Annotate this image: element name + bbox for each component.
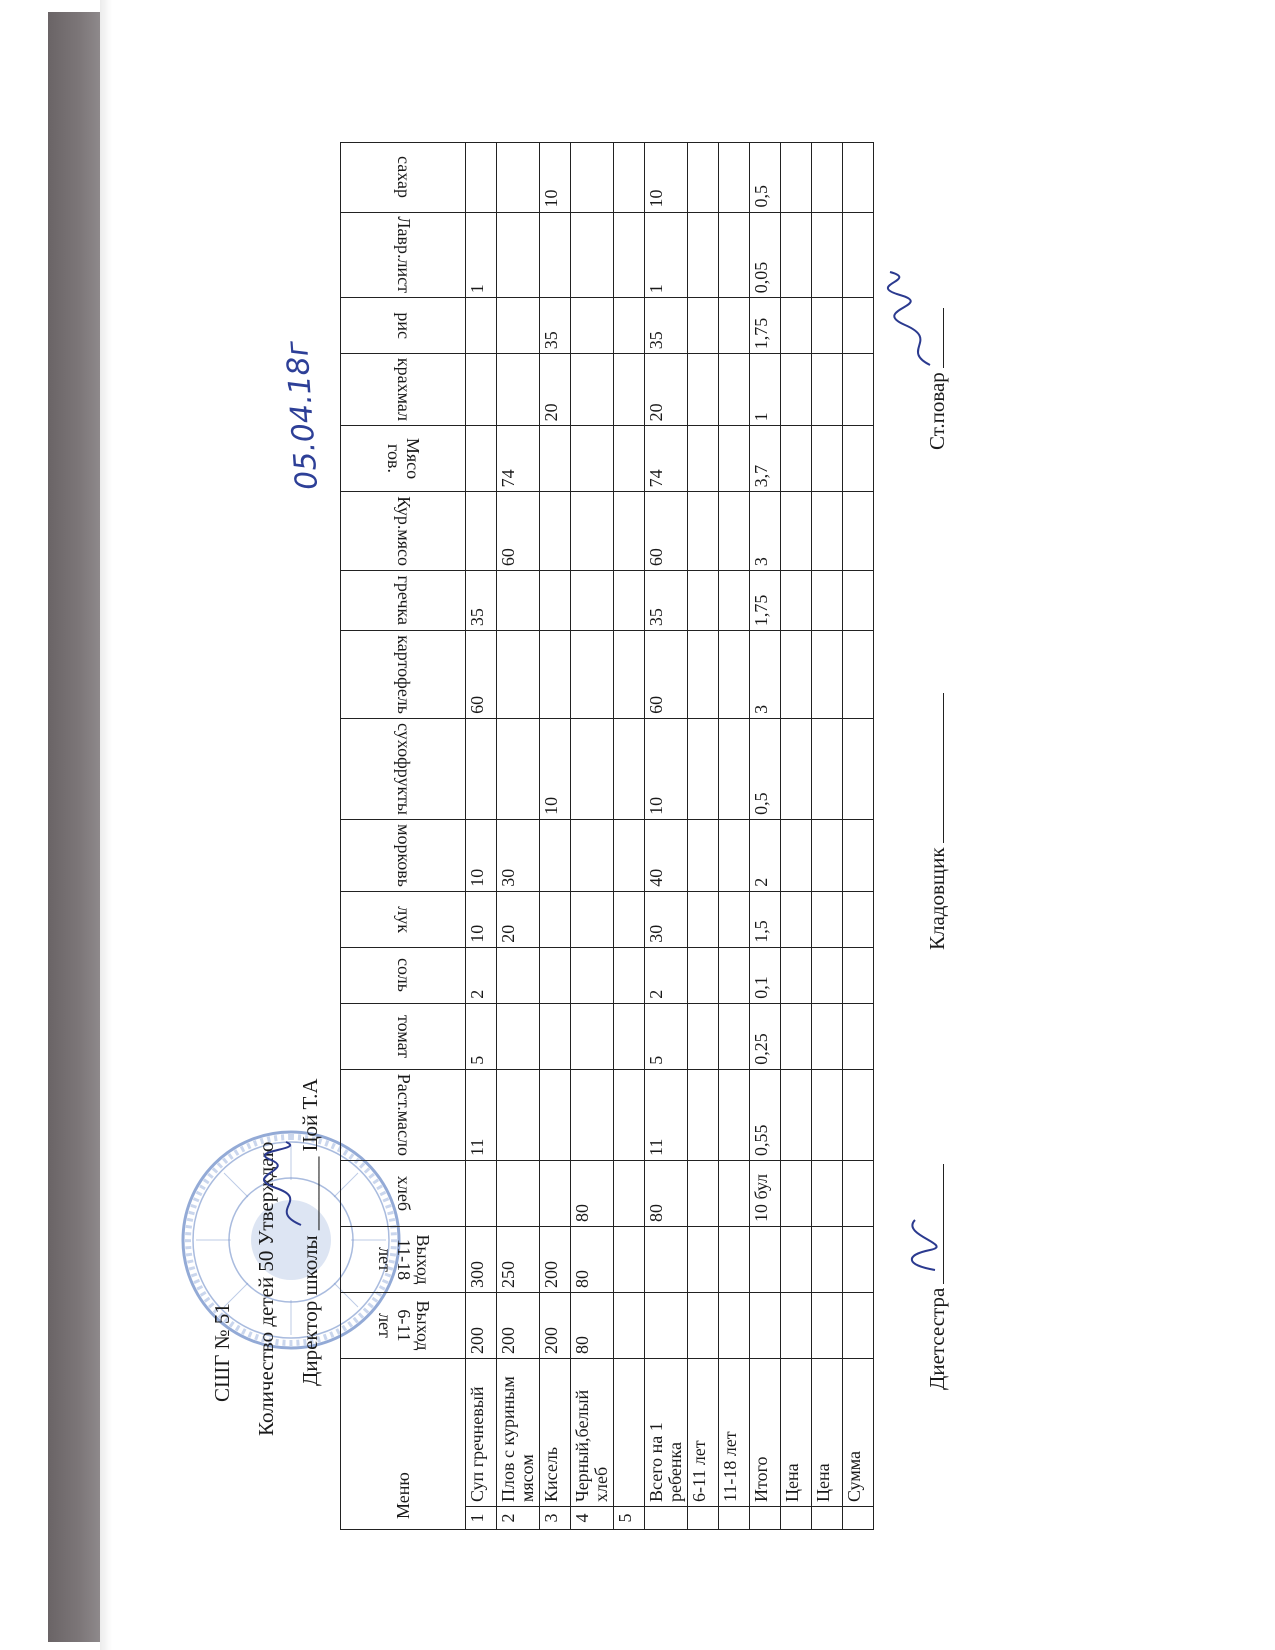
dish-name: Черный,белый хлеб <box>571 1359 614 1507</box>
table-cell <box>540 426 571 492</box>
table-cell <box>614 1161 645 1227</box>
table-cell: 74 <box>497 426 540 492</box>
table-cell <box>540 1003 571 1069</box>
column-header <box>341 426 466 492</box>
table-row <box>614 142 645 1529</box>
table-cell <box>812 426 843 492</box>
table-cell: 80 <box>645 1161 688 1227</box>
table-cell <box>571 142 614 212</box>
table-cell: 30 <box>497 819 540 891</box>
column-header-label: Раст.масло <box>393 1073 414 1156</box>
dish-name: 6-11 лет <box>688 1359 719 1507</box>
table-cell <box>812 142 843 212</box>
table-cell <box>843 142 874 212</box>
scan-edge <box>48 12 100 1642</box>
table-row <box>497 142 540 1529</box>
table-cell: 35 <box>645 571 688 631</box>
table-cell: 35 <box>466 571 497 631</box>
table-cell <box>843 718 874 819</box>
table-cell <box>812 354 843 426</box>
school-name: СШГ № 51 <box>210 1303 234 1402</box>
director-line: Директор школы _______ Цой Т.А <box>298 1078 322 1386</box>
table-cell <box>497 212 540 298</box>
table-row <box>781 142 812 1529</box>
row-number: 2 <box>497 1507 540 1530</box>
storekeeper-signature-line <box>943 693 944 843</box>
table-cell <box>688 492 719 571</box>
table-cell <box>781 718 812 819</box>
column-header <box>341 571 466 631</box>
table-cell <box>540 571 571 631</box>
table-cell <box>466 1161 497 1227</box>
table-cell <box>540 212 571 298</box>
menu-table <box>340 142 874 1530</box>
table-cell <box>645 1227 688 1293</box>
dish-name: Итого <box>750 1359 781 1507</box>
column-header-label: лук <box>393 905 414 933</box>
dish-name: Суп гречневый <box>466 1359 497 1507</box>
table-cell <box>571 891 614 947</box>
table-cell <box>843 1293 874 1359</box>
table-cell <box>571 718 614 819</box>
table-cell <box>571 354 614 426</box>
table-cell: 10 <box>645 142 688 212</box>
menu-header: Меню <box>341 1359 466 1530</box>
table-cell <box>812 1161 843 1227</box>
table-cell <box>540 631 571 719</box>
table-cell <box>497 1003 540 1069</box>
rotated-document <box>190 130 990 1530</box>
table-cell: 40 <box>645 819 688 891</box>
table-cell <box>688 571 719 631</box>
table-cell <box>781 1069 812 1160</box>
table-cell: 74 <box>645 426 688 492</box>
row-number <box>719 1507 750 1530</box>
column-header <box>341 354 466 426</box>
column-header-label: томат <box>393 1014 414 1058</box>
table-cell <box>688 718 719 819</box>
column-header <box>341 718 466 819</box>
table-cell <box>812 947 843 1003</box>
table-cell: 2 <box>645 947 688 1003</box>
column-header <box>341 492 466 571</box>
table-cell <box>843 1003 874 1069</box>
table-cell: 2 <box>750 819 781 891</box>
table-cell <box>688 819 719 891</box>
table-row <box>719 142 750 1529</box>
table-cell: 1 <box>466 212 497 298</box>
table-cell: 0,1 <box>750 947 781 1003</box>
table-cell <box>466 426 497 492</box>
table-cell: 0,5 <box>750 718 781 819</box>
table-cell <box>843 1161 874 1227</box>
table-cell <box>843 571 874 631</box>
table-cell <box>540 1161 571 1227</box>
column-header-label: Кур.мясо <box>393 496 414 567</box>
column-header-label: Лавр.лист <box>393 216 414 294</box>
table-cell <box>719 819 750 891</box>
table-cell <box>812 718 843 819</box>
table-cell: 80 <box>571 1161 614 1227</box>
dietitian-label: Диетсестра <box>925 1287 949 1390</box>
table-cell <box>540 947 571 1003</box>
table-cell <box>614 819 645 891</box>
table-cell <box>843 1227 874 1293</box>
table-cell: 10 <box>466 891 497 947</box>
table-cell <box>466 718 497 819</box>
dish-name <box>614 1359 645 1507</box>
table-cell <box>843 819 874 891</box>
table-cell <box>812 212 843 298</box>
table-cell <box>719 1227 750 1293</box>
column-header <box>341 1161 466 1227</box>
table-cell <box>614 571 645 631</box>
row-number: 3 <box>540 1507 571 1530</box>
table-cell <box>781 1161 812 1227</box>
table-cell <box>781 1003 812 1069</box>
column-header-label: гречка <box>393 575 414 626</box>
table-cell <box>781 354 812 426</box>
table-cell: 200 <box>540 1293 571 1359</box>
table-cell <box>719 1003 750 1069</box>
table-cell <box>497 718 540 819</box>
table-cell <box>688 298 719 354</box>
table-cell <box>540 891 571 947</box>
paper-shade <box>100 0 112 1650</box>
table-cell <box>781 891 812 947</box>
handwritten-date: 05.04.18г <box>279 339 326 492</box>
table-cell <box>540 1069 571 1160</box>
table-cell <box>614 631 645 719</box>
table-cell <box>812 1069 843 1160</box>
column-header <box>341 819 466 891</box>
table-cell <box>781 298 812 354</box>
table-cell <box>614 1293 645 1359</box>
table-cell <box>497 571 540 631</box>
table-cell <box>812 492 843 571</box>
column-header <box>341 631 466 719</box>
table-row <box>645 142 688 1529</box>
table-cell: 10 <box>540 142 571 212</box>
table-cell <box>466 492 497 571</box>
table-cell <box>571 571 614 631</box>
table-cell <box>497 354 540 426</box>
table-row <box>540 142 571 1529</box>
table-cell <box>571 631 614 719</box>
head-cook-label: Ст.повар <box>925 372 949 450</box>
table-cell: 200 <box>466 1293 497 1359</box>
table-cell <box>781 819 812 891</box>
table-cell: 20 <box>645 354 688 426</box>
column-header <box>341 142 466 212</box>
table-cell: 60 <box>466 631 497 719</box>
table-cell <box>497 142 540 212</box>
table-cell <box>843 298 874 354</box>
table-cell <box>571 492 614 571</box>
table-cell <box>571 819 614 891</box>
row-number <box>843 1507 874 1530</box>
table-cell <box>719 354 750 426</box>
table-cell: 2 <box>466 947 497 1003</box>
table-cell: 80 <box>571 1227 614 1293</box>
table-cell <box>812 891 843 947</box>
table-cell <box>719 492 750 571</box>
storekeeper-sign-line <box>925 693 950 950</box>
table-cell: 30 <box>645 891 688 947</box>
row-number <box>750 1507 781 1530</box>
table-cell <box>812 819 843 891</box>
table-cell: 3 <box>750 492 781 571</box>
table-cell <box>645 1293 688 1359</box>
table-cell <box>843 426 874 492</box>
table-row <box>571 142 614 1529</box>
storekeeper-label: Кладовщик <box>925 847 949 950</box>
table-cell <box>843 212 874 298</box>
table-cell: 35 <box>540 298 571 354</box>
row-number: 5 <box>614 1507 645 1530</box>
table-cell <box>614 1069 645 1160</box>
table-cell <box>812 1003 843 1069</box>
column-header <box>341 1003 466 1069</box>
table-cell <box>571 1003 614 1069</box>
column-header-label: морковь <box>393 823 414 887</box>
table-cell: 3 <box>750 631 781 719</box>
row-number <box>781 1507 812 1530</box>
table-cell <box>466 298 497 354</box>
table-cell <box>688 354 719 426</box>
table-cell: 1 <box>750 354 781 426</box>
column-header-label: рис <box>393 312 414 340</box>
table-cell <box>571 298 614 354</box>
row-number: 4 <box>571 1507 614 1530</box>
table-cell <box>781 142 812 212</box>
table-cell <box>781 492 812 571</box>
table-cell: 11 <box>466 1069 497 1160</box>
table-cell <box>719 1293 750 1359</box>
children-count: Количество детей 50 Утверждаю <box>254 1141 278 1436</box>
table-cell <box>843 947 874 1003</box>
table-cell <box>571 947 614 1003</box>
table-cell <box>571 426 614 492</box>
column-header-label: крахмал <box>393 358 414 422</box>
table-cell: 35 <box>645 298 688 354</box>
column-header-label: картофель <box>393 635 414 714</box>
table-cell: 20 <box>497 891 540 947</box>
table-cell <box>540 492 571 571</box>
table-cell <box>781 1293 812 1359</box>
table-cell <box>571 1069 614 1160</box>
table-cell <box>781 426 812 492</box>
table-row <box>812 142 843 1529</box>
table-cell <box>719 426 750 492</box>
column-header <box>341 298 466 354</box>
table-cell: 3,7 <box>750 426 781 492</box>
table-cell <box>812 571 843 631</box>
director-signature <box>256 1140 316 1230</box>
table-cell: 200 <box>540 1227 571 1293</box>
table-cell: 80 <box>571 1293 614 1359</box>
column-header <box>341 947 466 1003</box>
table-cell <box>719 142 750 212</box>
table-cell <box>688 1293 719 1359</box>
column-header-label: соль <box>393 958 414 993</box>
column-header-label: Выход 11-18 лет <box>374 1234 433 1285</box>
table-cell: 1,5 <box>750 891 781 947</box>
table-cell <box>466 354 497 426</box>
table-cell: 0,25 <box>750 1003 781 1069</box>
table-cell <box>719 631 750 719</box>
head-cook-signature <box>880 270 950 370</box>
table-cell <box>688 142 719 212</box>
table-cell <box>812 1293 843 1359</box>
table-cell: 200 <box>497 1293 540 1359</box>
table-cell <box>843 492 874 571</box>
table-cell <box>688 1003 719 1069</box>
table-cell <box>781 571 812 631</box>
dish-name: Плов с куриным мясом <box>497 1359 540 1507</box>
row-number: 1 <box>466 1507 497 1530</box>
row-number <box>688 1507 719 1530</box>
table-cell <box>466 142 497 212</box>
dish-name: Цена <box>781 1359 812 1507</box>
column-header <box>341 891 466 947</box>
table-cell <box>719 891 750 947</box>
table-cell <box>614 891 645 947</box>
table-cell: 0,55 <box>750 1069 781 1160</box>
table-cell <box>719 1161 750 1227</box>
column-header-label: Мясо гов. <box>384 438 423 480</box>
table-cell <box>614 354 645 426</box>
table-cell: 60 <box>497 492 540 571</box>
table-cell <box>614 1003 645 1069</box>
table-cell <box>497 298 540 354</box>
table-row <box>688 142 719 1529</box>
table-cell <box>571 212 614 298</box>
table-cell <box>719 718 750 819</box>
table-row <box>750 142 781 1529</box>
row-number <box>645 1507 688 1530</box>
table-header-row <box>341 142 466 1529</box>
table-cell: 5 <box>466 1003 497 1069</box>
table-cell: 0,5 <box>750 142 781 212</box>
table-cell <box>688 1227 719 1293</box>
table-cell <box>781 631 812 719</box>
table-cell <box>688 212 719 298</box>
table-cell: 60 <box>645 492 688 571</box>
table-cell: 250 <box>497 1227 540 1293</box>
dish-name: Всего на 1 ребенка <box>645 1359 688 1507</box>
table-cell <box>843 354 874 426</box>
table-cell <box>719 298 750 354</box>
table-cell <box>781 947 812 1003</box>
table-cell <box>812 1227 843 1293</box>
table-cell <box>750 1227 781 1293</box>
dietitian-signature <box>895 1210 945 1280</box>
table-cell: 1,75 <box>750 298 781 354</box>
table-cell <box>843 1069 874 1160</box>
table-cell <box>614 492 645 571</box>
table-cell <box>540 819 571 891</box>
row-number <box>812 1507 843 1530</box>
table-cell: 1,75 <box>750 571 781 631</box>
column-header-label: сахар <box>393 156 414 199</box>
table-row <box>843 142 874 1529</box>
table-cell <box>688 1069 719 1160</box>
table-cell <box>688 947 719 1003</box>
table-cell <box>497 1161 540 1227</box>
table-cell: 5 <box>645 1003 688 1069</box>
table-cell <box>843 631 874 719</box>
table-cell: 10 <box>540 718 571 819</box>
table-cell: 20 <box>540 354 571 426</box>
table-row <box>466 142 497 1529</box>
table-cell <box>688 631 719 719</box>
table-cell: 10 <box>645 718 688 819</box>
table-cell <box>719 947 750 1003</box>
table-cell: 300 <box>466 1227 497 1293</box>
dish-name: 11-18 лет <box>719 1359 750 1507</box>
table-cell <box>614 298 645 354</box>
table-cell <box>497 1069 540 1160</box>
column-header-label: сухофрукты <box>393 722 414 815</box>
column-header <box>341 1293 466 1359</box>
table-cell <box>688 891 719 947</box>
table-cell: 11 <box>645 1069 688 1160</box>
dish-name: Кисель <box>540 1359 571 1507</box>
table-cell <box>497 631 540 719</box>
table-cell: 60 <box>645 631 688 719</box>
table-cell <box>719 1069 750 1160</box>
table-cell <box>614 212 645 298</box>
table-cell: 0,05 <box>750 212 781 298</box>
column-header <box>341 1069 466 1160</box>
table-cell <box>497 947 540 1003</box>
table-cell: 10 <box>466 819 497 891</box>
table-cell <box>781 1227 812 1293</box>
table-cell <box>614 718 645 819</box>
dish-name: Сумма <box>843 1359 874 1507</box>
dish-name: Цена <box>812 1359 843 1507</box>
table-cell <box>812 298 843 354</box>
table-cell <box>688 1161 719 1227</box>
table-cell: 10 бул <box>750 1161 781 1227</box>
column-header <box>341 1227 466 1293</box>
table-cell <box>719 571 750 631</box>
column-header-label: Выход 6-11 лет <box>374 1300 433 1351</box>
table-cell <box>614 142 645 212</box>
table-cell <box>843 891 874 947</box>
table-cell: 1 <box>645 212 688 298</box>
table-cell <box>614 426 645 492</box>
column-header <box>341 212 466 298</box>
table-cell <box>781 212 812 298</box>
table-cell <box>812 631 843 719</box>
table-cell <box>750 1293 781 1359</box>
column-header-label: хлеб <box>393 1175 414 1212</box>
table-cell <box>614 1227 645 1293</box>
table-cell <box>688 426 719 492</box>
table-cell <box>614 947 645 1003</box>
table-cell <box>719 212 750 298</box>
